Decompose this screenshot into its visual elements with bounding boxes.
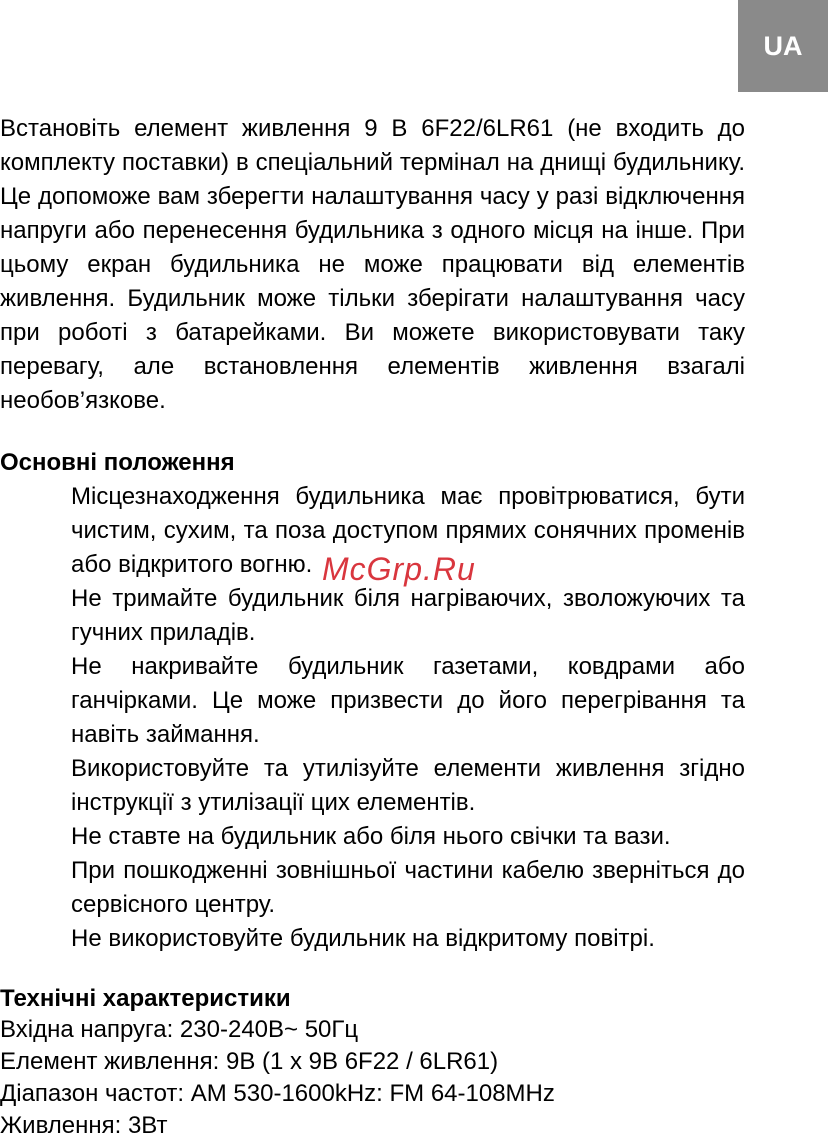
list-item: Використовуйте та утилізуйте елементи живлення згідно інструкції з утилізації цих елементів. [71,755,745,816]
list-item: Не використовуйте будильник на відкритому повітрі. [71,925,655,952]
section-heading-general: Основні положення [0,449,235,476]
watermark: McGrp.Ru [322,551,476,587]
intro-paragraph: Встановіть елемент живлення 9 В 6F22/6LR61 (не входить до комплекту поставки) в спеціальний термінал на днищі будильнику. Це допоможе вам зберегти налаштування часу у разі відключення напруги або перенесення будильника з одного місця на інше. При цьому екран будильника не може працювати від елементів живлення. Будильник може тільки зберігати налаштування часу при роботі з батарейками. Ви можете використовувати таку перевагу, але встановлення елементів живлення взагалі необов’язкове. [0,115,745,414]
spec-battery: Елемент живлення: 9В (1 x 9В 6F22 / 6LR61) [0,1048,499,1075]
list-item: Місцезнаходження будильника має провітрюватися, бути чистим, сухим, та поза доступом прямих сонячних променів або відкритого вогню. [71,483,745,578]
language-tab: UA [738,0,828,92]
list-item: Не накривайте будильник газетами, ковдрами або ганчірками. Це може призвести до його перегрівання та навіть займання. [71,653,745,748]
list-item: Не ставте на будильник або біля нього свічки та вази. [71,823,671,850]
list-item: При пошкодженні зовнішньої частини кабелю зверніться до сервісного центру. [71,857,745,918]
section-heading-specs: Технічні характеристики [0,985,291,1012]
spec-frequency-range: Діапазон частот: AM 530-1600kHz: FM 64-108MHz [0,1080,555,1107]
specs-list [0,1014,800,1142]
spec-input-voltage: Вхідна напруга: 230-240В~ 50Гц [0,1016,359,1043]
spec-power: Живлення: 3Вт [0,1112,168,1139]
list-item: Не тримайте будильник біля нагріваючих, зволожуючих та гучних приладів. [71,585,745,646]
